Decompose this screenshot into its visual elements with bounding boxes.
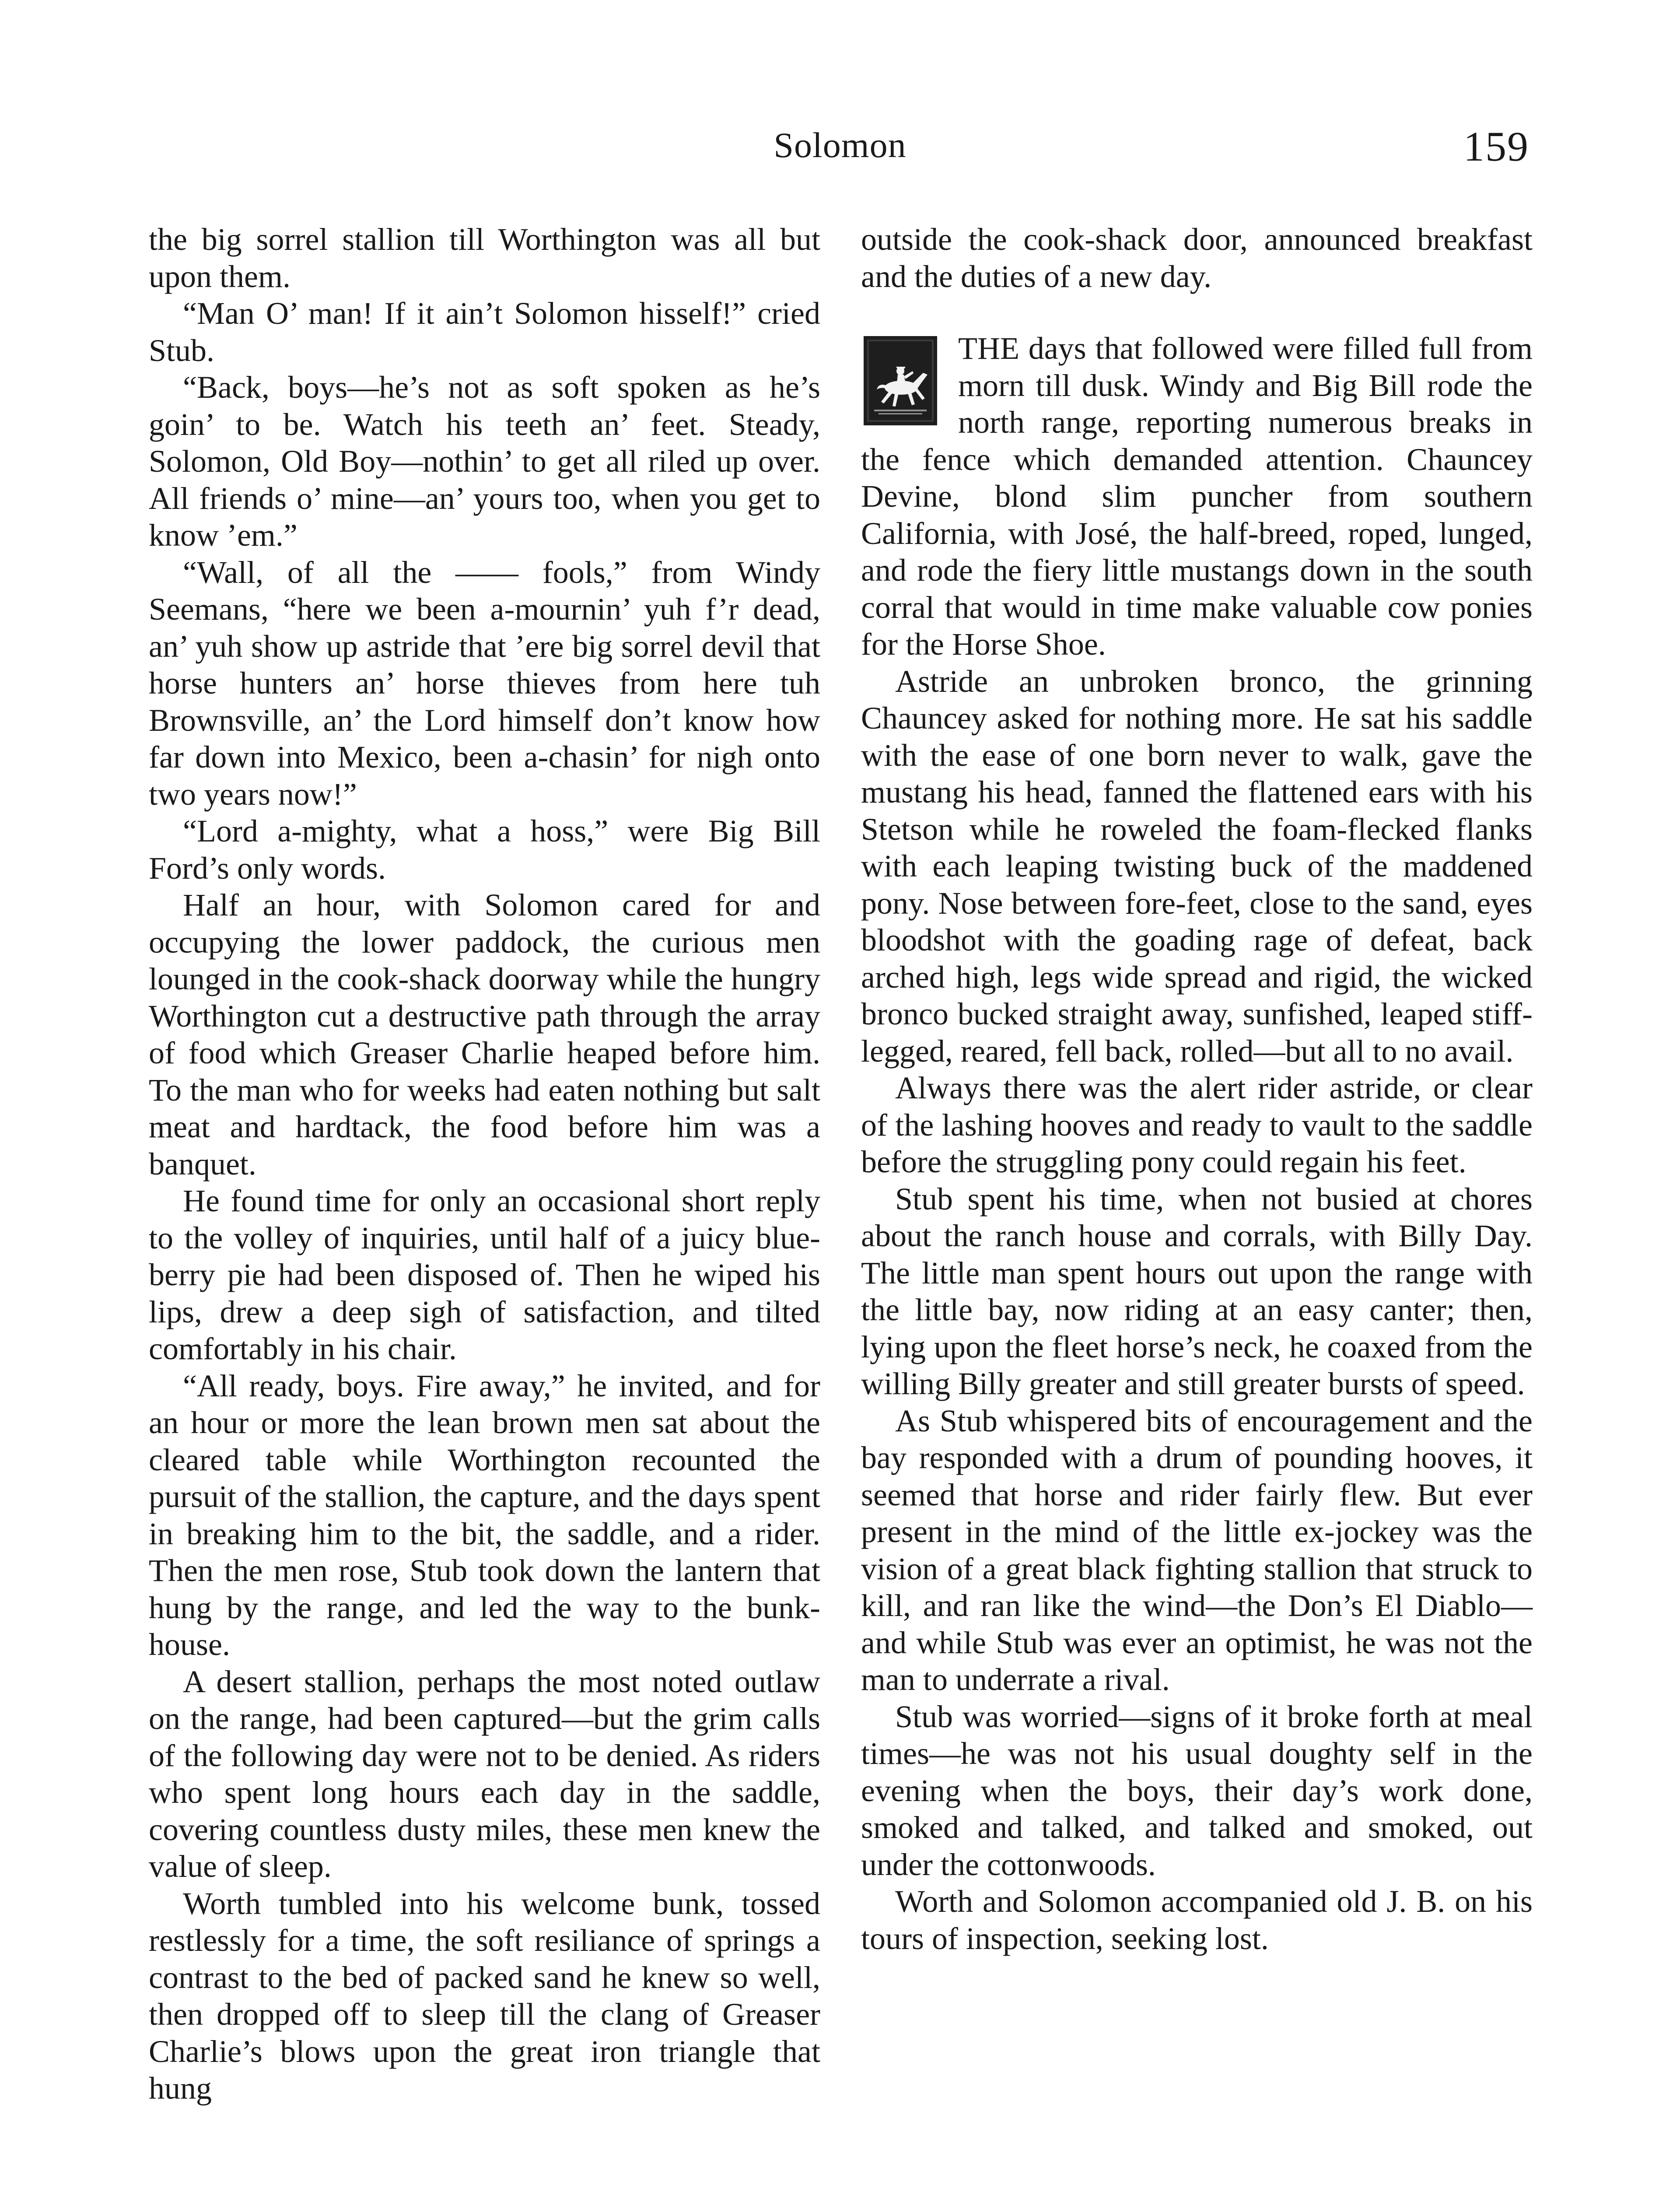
paragraph: Half an hour, with Solomon cared for and occupying the lower paddock, the curious men lounged in the cook-shack doorway while the hungry Worthington cut a destructive path through the array of food which Greaser Charlie heaped before him. To the man who for weeks had eaten nothing but salt meat and hardtack, the food before him was a banquet.: [149, 887, 820, 1182]
paragraph: Worth tumbled into his welcome bunk, tossed restlessly for a time, the soft resiliance of springs a contrast to the bed of packed sand he knew so well, then dropped off to sleep till the clang of Greaser Charlie’s blows upon the great iron triangle that hung: [149, 1886, 820, 2106]
paragraph: “Lord a-mighty, what a hoss,” were Big Bill Ford’s only words.: [149, 813, 820, 886]
paragraph: A desert stallion, perhaps the most noted outlaw on the range, had been captured—but the grim calls of the following day were not to be denied. As riders who spent long hours each day in the saddle, covering countless dusty miles, these men knew the value of sleep.: [149, 1664, 820, 1884]
paragraph-continuation: outside the cook-shack door, announced breakfast and the duties of a new day.: [861, 222, 1533, 294]
paragraph: Astride an unbroken bronco, the grinning Chauncey asked for nothing more. He sat his saddle with the ease of one born never to walk, gave the mustang his head, fanned the flattened ears with his Stetson while he roweled the foam-flecked flanks with each leaping twisting buck of the maddened pony. Nose between fore-feet, close to the sand, eyes bloodshot with the goading rage of defeat, back arched high, legs wide spread and rigid, the wicked bronco bucked straight away, sunfished, leaped stiff-legged, reared, fell back, rolled—but all to no avail.: [861, 663, 1533, 1069]
paragraph: “All ready, boys. Fire away,” he invited, and for an hour or more the lean brown men sat about the cleared table while Worthington recounted the pursuit of the stallion, the capture, and the days spent in breaking him to the bit, the saddle, and a rider. Then the men rose, Stub took down the lantern that hung by the range, and led the way to the bunk-house.: [149, 1368, 820, 1662]
paragraph: Stub spent his time, when not busied at chores about the ranch house and corrals, with Billy Day. The little man spent hours out upon the range with the little bay, now riding at an easy canter; then, lying upon the fleet horse’s neck, he coaxed from the willing Billy greater and still greater bursts of speed.: [861, 1181, 1533, 1401]
paragraph: Stub was worried—signs of it broke forth at meal times—he was not his usual doughty self in the evening when the boys, their day’s work done, smoked and talked, and talked and smoked, out under the cottonwoods.: [861, 1699, 1533, 1882]
right-column: [861, 221, 1533, 1957]
running-title: Solomon: [774, 125, 906, 165]
left-column: [149, 221, 820, 2107]
paragraph: Worth and Solomon accompanied old J. B. on his tours of inspection, seeking lost.: [861, 1884, 1533, 1956]
paragraph: Always there was the alert rider astride, or clear of the lashing hooves and ready to vault to the saddle before the struggling pony could regain his feet.: [861, 1070, 1533, 1179]
paragraph: “Man O’ man! If it ain’t Solomon hisself!” cried Stub.: [149, 296, 820, 368]
paragraph: the big sorrel stallion till Worthington was all but upon them.: [149, 222, 820, 294]
paragraph: “Back, boys—he’s not as soft spoken as he’s goin’ to be. Watch his teeth an’ feet. Steady, Solomon, Old Boy—nothin’ to get all riled up over. All friends o’ mine—an’ yours too, when you get to know ’em.”: [149, 370, 820, 553]
page-number: 159: [1463, 123, 1529, 170]
paragraph: “Wall, of all the —— fools,” from Windy Seemans, “here we been a-mournin’ yuh f’r dead, an’ yuh show up astride that ’ere big sorrel devil that horse hunters an’ horse thieves from here tuh Brownsville, an’ the Lord himself don’t know how far down into Mexico, been a-chasin’ for nigh onto two years now!”: [149, 554, 820, 812]
running-header: [0, 125, 1680, 177]
section-opening: [861, 330, 1533, 663]
horse-and-rider-vignette-icon: [864, 336, 937, 425]
paragraph: He found time for only an occasional short reply to the volley of inquiries, until half of a juicy blue-berry pie had been disposed of. Then he wiped his lips, drew a deep sigh of satisfaction, and tilted comfortably in his chair.: [149, 1183, 820, 1366]
section-opening-paragraph: THE days that followed were filled full from morn till dusk. Windy and Big Bill rode the north range, reporting numerous breaks in the fence which demanded attention. Chauncey Devine, blond slim puncher from southern California, with José, the half-breed, roped, lunged, and rode the fiery little mustangs down in the south corral that would in time make valuable cow ponies for the Horse Shoe.: [861, 331, 1533, 662]
paragraph: As Stub whispered bits of encouragement and the bay responded with a drum of pounding hooves, it seemed that horse and rider fairly flew. But ever present in the mind of the little ex-jockey was the vision of a great black fighting stallion that struck to kill, and ran like the wind—the Don’s El Diablo—and while Stub was ever an optimist, he was not the man to underrate a rival.: [861, 1403, 1533, 1697]
